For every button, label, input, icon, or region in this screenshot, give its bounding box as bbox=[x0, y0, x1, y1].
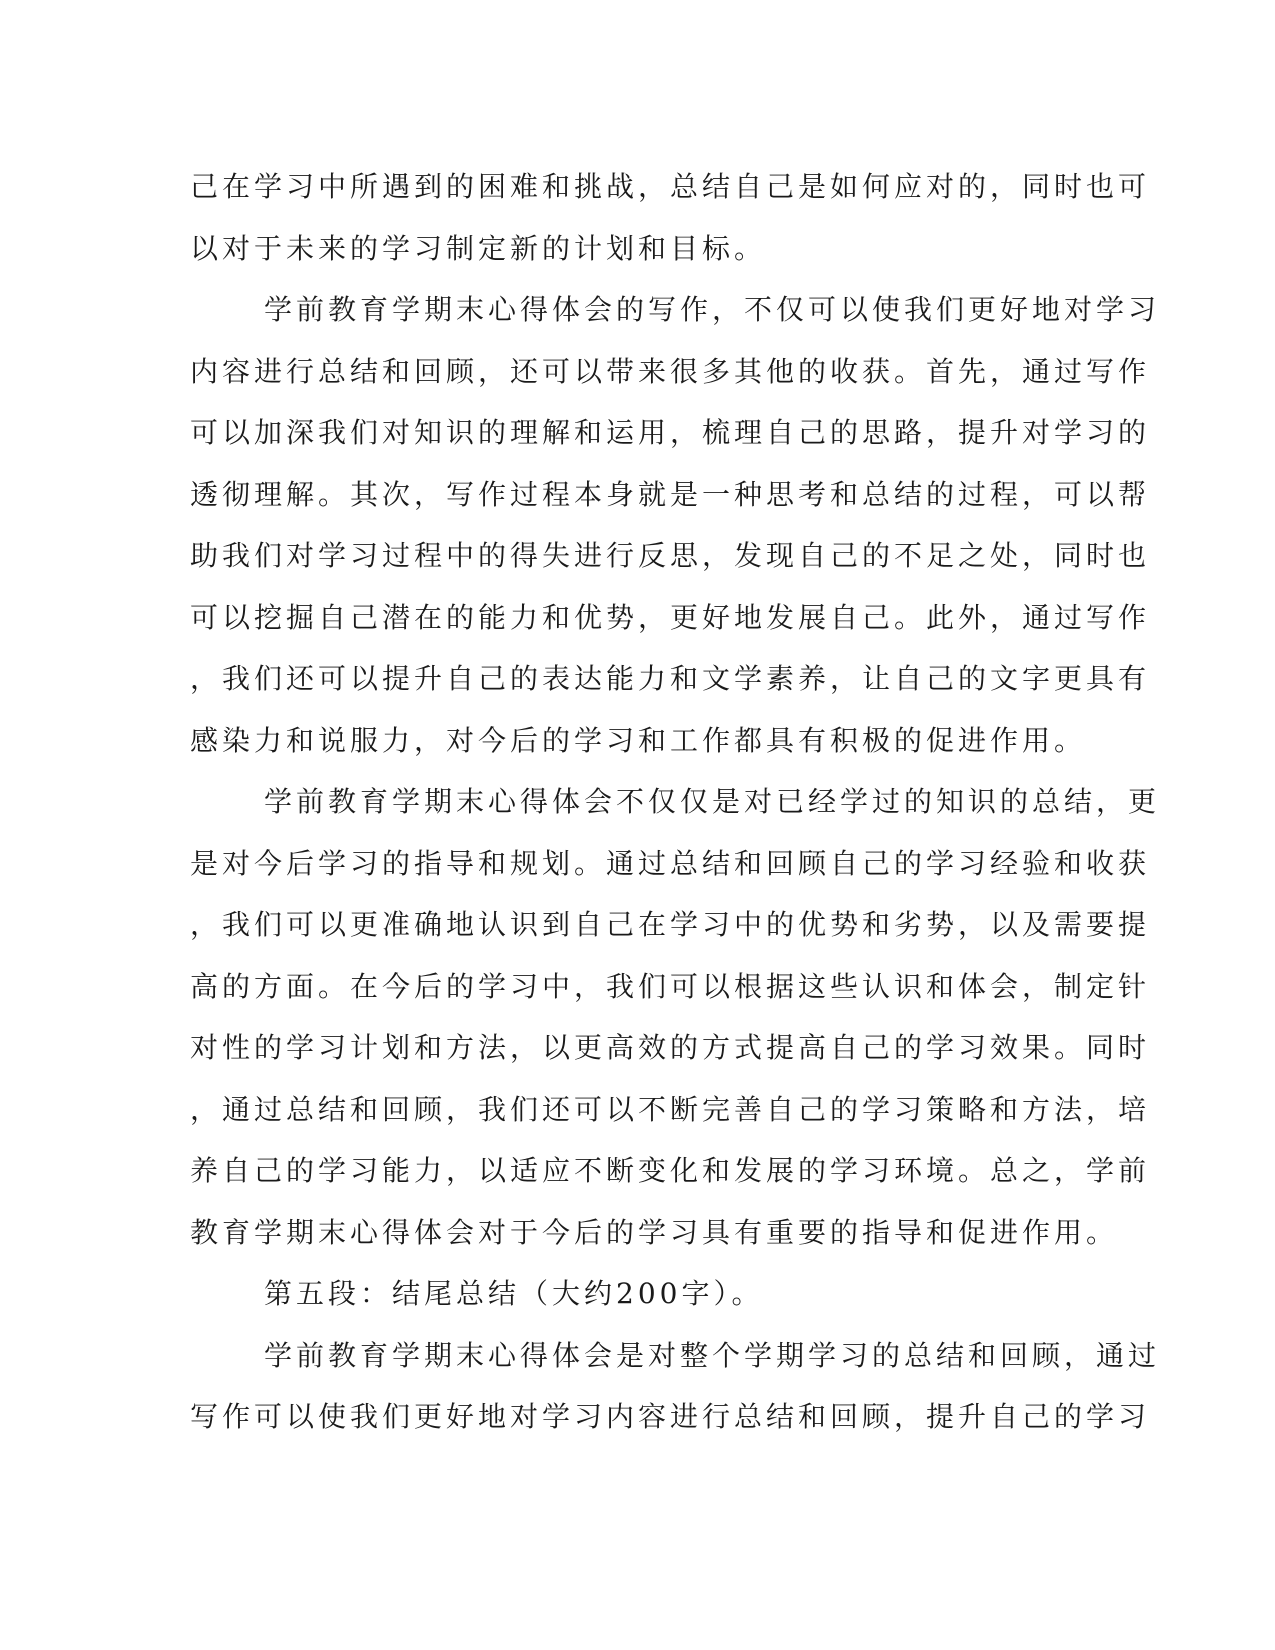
text-line: 助我们对学习过程中的得失进行反思，发现自己的不足之处，同时也 bbox=[190, 539, 1151, 572]
text-line: ，通过总结和回顾，我们还可以不断完善自己的学习策略和方法，培 bbox=[190, 1092, 1151, 1126]
text-line: 是对今后学习的指导和规划。通过总结和回顾自己的学习经验和收获 bbox=[190, 846, 1151, 880]
text-line: 学前教育学期末心得体会不仅仅是对已经学过的知识的总结，更 bbox=[264, 785, 1161, 818]
text-line: 对性的学习计划和方法，以更高效的方式提高自己的学习效果。同时 bbox=[190, 1031, 1151, 1064]
text-line: 学前教育学期末心得体会的写作，不仅可以使我们更好地对学习 bbox=[264, 293, 1161, 326]
text-line: 可以挖掘自己潜在的能力和优势，更好地发展自己。此外，通过写作 bbox=[190, 600, 1151, 634]
section-heading: 第五段：结尾总结（大约200字）。 bbox=[264, 1277, 764, 1310]
text-line: 以对于未来的学习制定新的计划和目标。 bbox=[190, 231, 767, 265]
text-line: 感染力和说服力，对今后的学习和工作都具有积极的促进作用。 bbox=[190, 723, 1087, 757]
text-line: ，我们可以更准确地认识到自己在学习中的优势和劣势，以及需要提 bbox=[190, 908, 1151, 941]
text-line: 己在学习中所遇到的困难和挑战，总结自己是如何应对的，同时也可 bbox=[190, 170, 1151, 203]
text-line: 透彻理解。其次，写作过程本身就是一种思考和总结的过程，可以帮 bbox=[190, 477, 1151, 511]
text-line: 写作可以使我们更好地对学习内容进行总结和回顾，提升自己的学习 bbox=[190, 1400, 1151, 1433]
text-line: 高的方面。在今后的学习中，我们可以根据这些认识和体会，制定针 bbox=[190, 969, 1151, 1003]
text-line: 养自己的学习能力，以适应不断变化和发展的学习环境。总之，学前 bbox=[190, 1154, 1151, 1187]
text-line: 内容进行总结和回顾，还可以带来很多其他的收获。首先，通过写作 bbox=[190, 354, 1151, 388]
text-line: ，我们还可以提升自己的表达能力和文学素养，让自己的文字更具有 bbox=[190, 662, 1151, 695]
text-line: 可以加深我们对知识的理解和运用，梳理自己的思路，提升对学习的 bbox=[190, 416, 1151, 449]
text-line: 学前教育学期末心得体会是对整个学期学习的总结和回顾，通过 bbox=[264, 1338, 1161, 1372]
body-text bbox=[190, 156, 1161, 1448]
text-line: 教育学期末心得体会对于今后的学习具有重要的指导和促进作用。 bbox=[190, 1215, 1119, 1249]
